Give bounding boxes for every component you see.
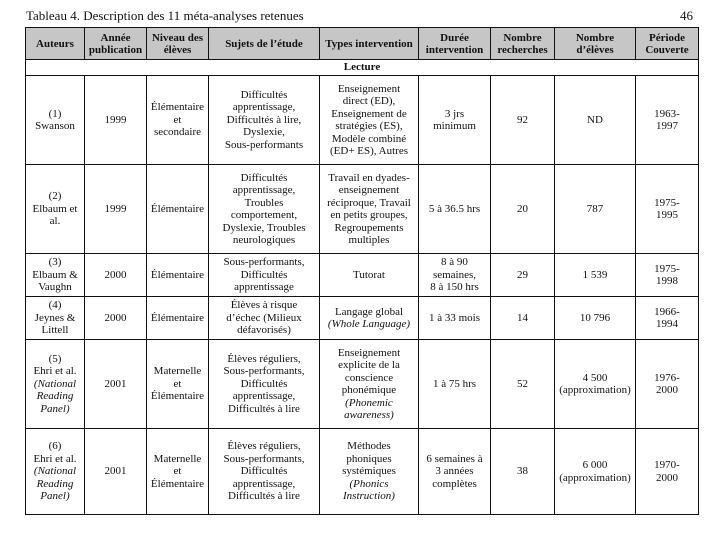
cell-line: complètes	[432, 477, 477, 490]
cell-niveau	[147, 429, 209, 515]
cell-line: (5)	[48, 352, 62, 365]
cell-line: Ehri et al.	[33, 452, 77, 465]
cell-line: Difficultés	[240, 171, 288, 184]
cell-annee: 2000	[85, 254, 147, 297]
cell-line: direct (ED),	[342, 95, 396, 107]
cell-line: Enseignement	[337, 82, 401, 95]
cell-line: awareness)	[344, 409, 394, 421]
cell-line: Sous-performants	[224, 138, 304, 151]
cell-line: et	[173, 113, 182, 126]
cell-nb-eleves	[555, 254, 636, 297]
cell-line: Maternelle	[153, 452, 202, 465]
cell-line: Élémentaire	[150, 268, 205, 281]
cell-line: Vaughn	[38, 281, 72, 294]
cell-sujets	[209, 165, 320, 254]
cell-line: 6 semaines à	[426, 452, 483, 465]
cell-nb-recherches: 92	[491, 76, 555, 165]
cell-auteurs	[26, 76, 85, 165]
cell-nb-recherches: 20	[491, 165, 555, 254]
cell-line: Difficultés	[240, 88, 288, 101]
cell-line: Regroupements	[334, 221, 404, 234]
page-number: 46	[680, 8, 693, 23]
cell-line: Méthodes	[347, 440, 391, 453]
cell-line: al.	[49, 215, 61, 228]
cell-line: 1 à 75 hrs	[432, 377, 477, 390]
cell-line: 5 à 36.5 hrs	[428, 202, 481, 215]
cell-line: (1)	[48, 107, 62, 120]
cell-line: Difficultés à lire	[228, 402, 300, 415]
header-auteurs: Auteurs	[26, 28, 85, 60]
meta-analyses-table	[25, 27, 699, 515]
cell-line: Littell	[41, 324, 69, 337]
cell-line: défavorisés)	[237, 324, 291, 337]
cell-line: 1966-	[654, 305, 680, 318]
cell-niveau	[147, 76, 209, 165]
cell-line: et	[173, 377, 182, 390]
cell-types	[320, 297, 419, 340]
cell-line: 1 539	[582, 268, 608, 281]
header-duree: Durée intervention	[419, 28, 491, 60]
cell-line: Difficultés à lire	[228, 490, 300, 503]
header-types: Types intervention	[320, 28, 419, 60]
cell-duree	[419, 429, 491, 515]
cell-line: phoniques	[346, 452, 392, 465]
cell-line: apprentissage,	[232, 101, 296, 114]
cell-niveau	[147, 340, 209, 429]
cell-nb-recherches: 29	[491, 254, 555, 297]
cell-line: Élèves réguliers,	[227, 440, 301, 453]
cell-line: stratégies (ES),	[335, 120, 403, 132]
cell-sujets	[209, 76, 320, 165]
cell-annee: 1999	[85, 165, 147, 254]
cell-periode	[636, 254, 699, 297]
cell-periode	[636, 165, 699, 254]
cell-line: Reading	[36, 477, 74, 490]
table-row	[26, 254, 699, 297]
cell-line: comportement,	[230, 209, 298, 221]
cell-line: Panel)	[40, 490, 70, 503]
cell-line: et	[173, 465, 182, 478]
cell-auteurs	[26, 340, 85, 429]
cell-line: Jeynes &	[34, 311, 76, 324]
cell-line: Elbaum &	[32, 268, 78, 281]
cell-line: Enseignement de	[331, 107, 407, 120]
cell-line: Dyslexie,	[243, 126, 285, 139]
cell-annee: 2001	[85, 340, 147, 429]
cell-line: Maternelle	[153, 365, 202, 378]
cell-line: Elbaum et	[32, 202, 78, 215]
cell-line: 1976-	[654, 371, 680, 384]
cell-line: (3)	[48, 256, 62, 269]
cell-nb-eleves	[555, 340, 636, 429]
cell-line: 10 796	[579, 311, 611, 324]
cell-line: (approximation)	[559, 384, 631, 396]
cell-line: Difficultés à lire,	[226, 113, 302, 126]
cell-line: 1998	[656, 275, 678, 287]
cell-niveau	[147, 165, 209, 254]
cell-auteurs	[26, 297, 85, 340]
section-row	[26, 60, 699, 76]
table-row	[26, 76, 699, 165]
cell-line: conscience	[344, 371, 394, 384]
cell-line: 4 500	[582, 371, 608, 384]
cell-line: (2)	[48, 190, 62, 203]
header-annee: Année publication	[85, 28, 147, 60]
cell-sujets	[209, 429, 320, 515]
cell-sujets	[209, 254, 320, 297]
cell-line: réciproque, Travail	[327, 196, 411, 209]
cell-types	[320, 76, 419, 165]
cell-line: phonémique	[341, 384, 397, 396]
cell-line: 1975-	[654, 262, 680, 275]
cell-line: apprentissage,	[232, 477, 296, 490]
cell-line: Ehri et al.	[33, 365, 77, 378]
cell-line: Reading	[36, 390, 74, 403]
cell-niveau	[147, 254, 209, 297]
cell-line: 1 à 33 mois	[428, 311, 481, 324]
cell-nb-eleves	[555, 429, 636, 515]
cell-annee: 1999	[85, 76, 147, 165]
cell-periode	[636, 297, 699, 340]
cell-types	[320, 429, 419, 515]
cell-line: 3 jrs	[444, 107, 465, 120]
cell-types	[320, 340, 419, 429]
cell-sujets	[209, 340, 320, 429]
cell-nb-recherches: 38	[491, 429, 555, 515]
cell-line: Sous-performants,	[223, 452, 305, 465]
cell-duree	[419, 340, 491, 429]
cell-line: (National	[33, 465, 77, 478]
cell-line: (Phonemic	[345, 396, 393, 409]
cell-line: Troubles	[244, 196, 284, 209]
cell-nb-eleves	[555, 165, 636, 254]
cell-line: Élémentaire	[150, 477, 205, 490]
cell-line: Élémentaire	[150, 311, 205, 324]
cell-types	[320, 165, 419, 254]
cell-line: semaines,	[432, 268, 477, 281]
cell-line: Sous-performants,	[223, 256, 305, 269]
header-row	[26, 28, 699, 60]
cell-line: 2000	[656, 384, 678, 396]
cell-line: ND	[587, 113, 603, 126]
cell-line: 6 000	[582, 459, 608, 471]
table-row	[26, 429, 699, 515]
cell-line: Panel)	[40, 402, 70, 415]
cell-line: Langage global	[334, 305, 404, 318]
cell-line: Élèves à risque	[230, 299, 298, 312]
cell-line: apprentissage,	[232, 390, 296, 403]
cell-types	[320, 254, 419, 297]
cell-line: 3 années	[435, 465, 474, 478]
cell-line: 1963-	[654, 107, 680, 120]
cell-line: Travail en dyades-	[328, 171, 410, 184]
cell-nb-recherches: 52	[491, 340, 555, 429]
cell-line: (6)	[48, 440, 62, 453]
header-niveau: Niveau des élèves	[147, 28, 209, 60]
cell-auteurs	[26, 429, 85, 515]
table-row	[26, 340, 699, 429]
cell-line: apprentissage	[234, 281, 294, 294]
cell-line: Élémentaire	[150, 101, 205, 114]
table-caption: Tableau 4. Description des 11 méta-analyses retenues	[26, 8, 304, 23]
cell-line: 8 à 150 hrs	[430, 281, 479, 294]
cell-line: (Whole Language)	[327, 318, 411, 330]
cell-duree	[419, 76, 491, 165]
cell-duree	[419, 254, 491, 297]
cell-annee: 2001	[85, 429, 147, 515]
cell-line: (approximation)	[559, 471, 631, 484]
cell-line: 1997	[656, 120, 678, 132]
header-periode: Période Couverte	[636, 28, 699, 60]
cell-line: explicite de la	[338, 359, 400, 371]
cell-line: Élémentaire	[150, 202, 205, 215]
cell-line: Enseignement	[337, 346, 401, 359]
cell-line: multiples	[348, 234, 390, 246]
header-nb-recherches: Nombre recherches	[491, 28, 555, 60]
cell-line: Élèves réguliers,	[227, 352, 301, 365]
header-sujets: Sujets de l’étude	[209, 28, 320, 60]
cell-sujets	[209, 297, 320, 340]
cell-duree	[419, 165, 491, 254]
section-label: Lecture	[26, 60, 699, 76]
table-row	[26, 165, 699, 254]
cell-duree	[419, 297, 491, 340]
cell-line: 1970-	[654, 459, 680, 471]
cell-nb-eleves	[555, 76, 636, 165]
cell-line: Swanson	[35, 120, 75, 132]
cell-line: Élémentaire	[150, 390, 205, 403]
cell-nb-eleves	[555, 297, 636, 340]
header-nb-eleves: Nombre d’élèves	[555, 28, 636, 60]
cell-line: 1995	[656, 209, 678, 221]
cell-line: 8 à 90	[441, 256, 468, 269]
cell-line: minimum	[433, 120, 476, 132]
cell-auteurs	[26, 254, 85, 297]
cell-line: secondaire	[153, 126, 202, 139]
cell-line: Sous-performants,	[223, 365, 305, 378]
cell-line: systémiques	[342, 465, 396, 478]
cell-line: Difficultés	[240, 268, 288, 281]
cell-periode	[636, 76, 699, 165]
table-row	[26, 297, 699, 340]
cell-line: 1975-	[654, 196, 680, 209]
cell-annee: 2000	[85, 297, 147, 340]
cell-nb-recherches: 14	[491, 297, 555, 340]
cell-line: 1994	[656, 318, 678, 330]
cell-line: apprentissage,	[232, 184, 296, 196]
cell-periode	[636, 340, 699, 429]
cell-periode	[636, 429, 699, 515]
cell-line: 2000	[656, 471, 678, 484]
cell-line: Difficultés	[240, 465, 288, 478]
cell-line: 787	[586, 202, 604, 215]
cell-niveau	[147, 297, 209, 340]
cell-line: enseignement	[338, 184, 400, 196]
cell-line: d’échec (Milieux	[226, 311, 302, 324]
cell-line: (Phonics	[349, 477, 389, 490]
cell-line: (National	[33, 377, 77, 390]
cell-line: Difficultés	[240, 377, 288, 390]
cell-line: Dyslexie, Troubles	[222, 221, 306, 234]
cell-line: (4)	[48, 299, 62, 312]
cell-line: en petits groupes,	[330, 209, 408, 221]
cell-line: (ED+ ES), Autres	[330, 145, 408, 157]
cell-line: Tutorat	[353, 268, 385, 281]
cell-line: Instruction)	[343, 490, 395, 503]
cell-line: Modèle combiné	[331, 132, 407, 145]
cell-line: neurologiques	[232, 234, 296, 246]
cell-auteurs	[26, 165, 85, 254]
